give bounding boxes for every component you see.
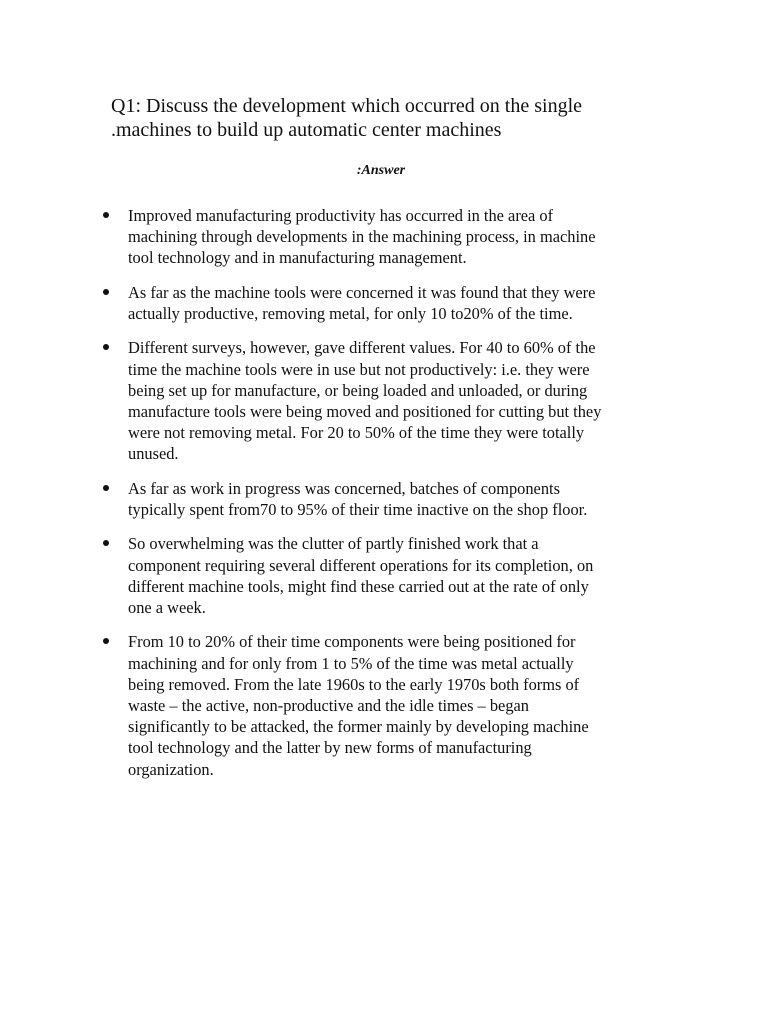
- bullet-line: being set up for manufacture, or being loaded and unloaded, or during: [128, 380, 588, 400]
- bullet-line: being removed. From the late 1960s to the early 1970s both forms of: [128, 674, 580, 694]
- bullet-line: machining through developments in the machining process, in machine: [128, 227, 596, 247]
- bullet-dot-icon: [103, 212, 109, 218]
- bullet-text: [128, 282, 680, 324]
- bullet-line: different machine tools, might find these carried out at the rate of only: [128, 576, 589, 596]
- bullet-item-6: [100, 631, 680, 779]
- bullet-text: [128, 631, 680, 779]
- bullet-line: So overwhelming was the clutter of partly finished work that a: [128, 534, 539, 554]
- bullet-line: component requiring several different operations for its completion, on: [128, 555, 594, 575]
- answer-bullet-list: [100, 205, 680, 793]
- bullet-line: tool technology and the latter by new forms of manufacturing: [128, 738, 532, 758]
- bullet-text: [128, 533, 680, 618]
- bullet-line: typically spent from70 to 95% of their time inactive on the shop floor.: [128, 500, 588, 519]
- bullet-line: significantly to be attacked, the former mainly by developing machine: [128, 717, 589, 737]
- bullet-line: As far as work in progress was concerned, batches of components: [128, 478, 560, 498]
- bullet-line: As far as the machine tools were concerned it was found that they were: [128, 282, 596, 302]
- bullet-line: time the machine tools were in use but not productively: i.e. they were: [128, 359, 590, 379]
- bullet-item-4: [100, 478, 680, 520]
- bullet-item-3: [100, 337, 680, 464]
- bullet-dot-icon: [103, 344, 109, 350]
- bullet-line: were not removing metal. For 20 to 50% of the time they were totally: [128, 423, 585, 443]
- bullet-dot-icon: [103, 485, 109, 491]
- question-line-1: Q1: Discuss the development which occurred on the single: [111, 95, 582, 117]
- bullet-dot-icon: [103, 289, 109, 295]
- bullet-line: From 10 to 20% of their time components were being positioned for: [128, 632, 576, 652]
- bullet-dot-icon: [103, 540, 109, 546]
- bullet-line: manufacture tools were being moved and positioned for cutting but they: [128, 402, 602, 421]
- bullet-text: [128, 478, 680, 520]
- bullet-line: tool technology and in manufacturing management.: [128, 248, 467, 268]
- bullet-line: Different surveys, however, gave different values. For 40 to 60% of the: [128, 338, 596, 358]
- answer-label-text: :Answer: [356, 163, 406, 178]
- question-heading: [111, 94, 671, 142]
- bullet-item-2: [100, 282, 680, 324]
- bullet-item-5: [100, 533, 680, 618]
- bullet-line: waste – the active, non-productive and the idle times – began: [128, 696, 529, 715]
- bullet-line: actually productive, removing metal, for only 10 to20% of the time.: [128, 304, 573, 323]
- bullet-text: [128, 205, 680, 269]
- question-line-2: .machines to build up automatic center machines: [111, 119, 502, 141]
- bullet-line: unused.: [128, 444, 179, 464]
- bullet-line: Improved manufacturing productivity has occurred in the area of: [128, 206, 554, 225]
- bullet-line: organization.: [128, 759, 214, 779]
- bullet-line: machining and for only from 1 to 5% of the time was metal actually: [128, 653, 574, 673]
- bullet-item-1: [100, 205, 680, 269]
- bullet-dot-icon: [103, 638, 109, 644]
- bullet-text: [128, 337, 680, 464]
- answer-label: [0, 163, 768, 179]
- bullet-line: one a week.: [128, 598, 206, 617]
